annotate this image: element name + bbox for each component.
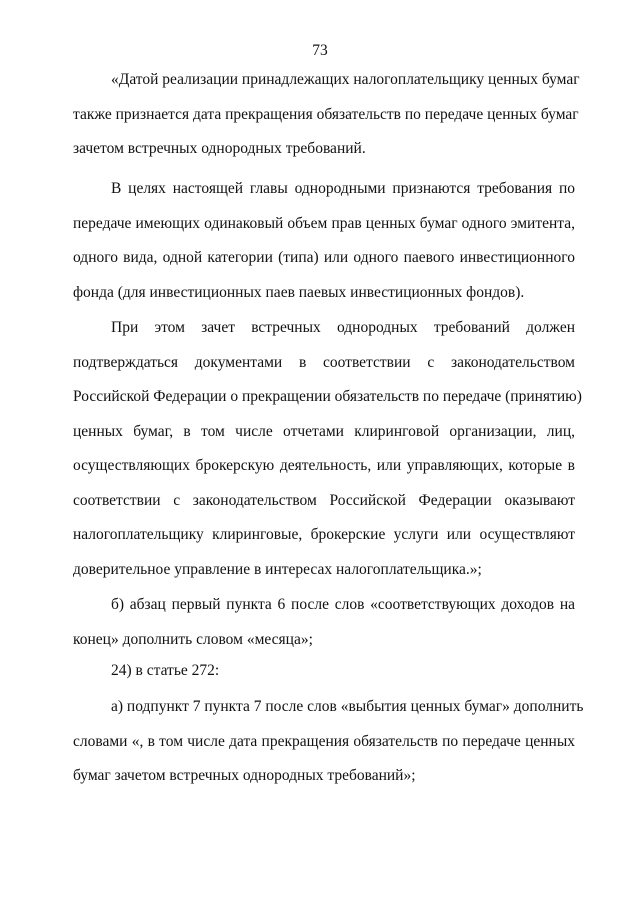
text-line: «Датой реализации принадлежащих налогоплательщику ценных бумаг (111, 71, 580, 88)
text-line: подтверждаться документами в соответствии с законодательством (73, 353, 575, 371)
paragraph-6 (73, 697, 584, 801)
text-line: б) абзац первый пункта 6 после слов «соответствующих доходов на (111, 596, 575, 613)
paragraph-4 (73, 595, 575, 664)
paragraph-2 (73, 179, 575, 317)
text-line: 24) в статье 272: (111, 662, 220, 679)
text-line: налогоплательщику клиринговые, брокерские услуги или осуществляют (73, 526, 575, 543)
text-line: передаче имеющих одинаковый объем прав ценных бумаг одного эмитента, (73, 214, 575, 232)
text-line: конец» дополнить словом «месяца»; (73, 630, 313, 648)
text-line: а) подпункт 7 пункта 7 после слов «выбытия ценных бумаг» дополнить (111, 698, 584, 715)
text-line: бумаг зачетом встречных однородных требований»; (73, 767, 416, 784)
text-line: зачетом встречных однородных требований. (73, 140, 366, 157)
text-line: соответствии с законодательством Российской Федерации оказывают (73, 491, 575, 509)
text-line: ценных бумаг, в том числе отчетами клиринговой организации, лиц, (73, 422, 575, 440)
paragraph-1 (73, 70, 580, 174)
text-line: фонда (для инвестиционных паев паевых инвестиционных фондов). (73, 283, 525, 301)
text-line: доверительное управление в интересах налогоплательщика.»; (73, 560, 482, 578)
text-line: При этом зачет встречных однородных требований должен (111, 319, 575, 336)
text-line: словами «, в том числе дата прекращения обязательств по передаче ценных (73, 732, 575, 750)
paragraph-5 (73, 661, 575, 696)
text-line: также признается дата прекращения обязательств по передаче ценных бумаг (73, 105, 579, 123)
text-line: осуществляющих брокерскую деятельность, или управляющих, которые в (73, 457, 575, 474)
page-number: 73 (312, 42, 328, 59)
paragraph-3 (73, 318, 582, 594)
text-line: одного вида, одной категории (типа) или одного паевого инвестиционного (73, 249, 575, 266)
text-line: Российской Федерации о прекращении обязательств по передаче (принятию) (73, 388, 582, 405)
text-line: В целях настоящей главы однородными признаются требования по (111, 180, 575, 197)
